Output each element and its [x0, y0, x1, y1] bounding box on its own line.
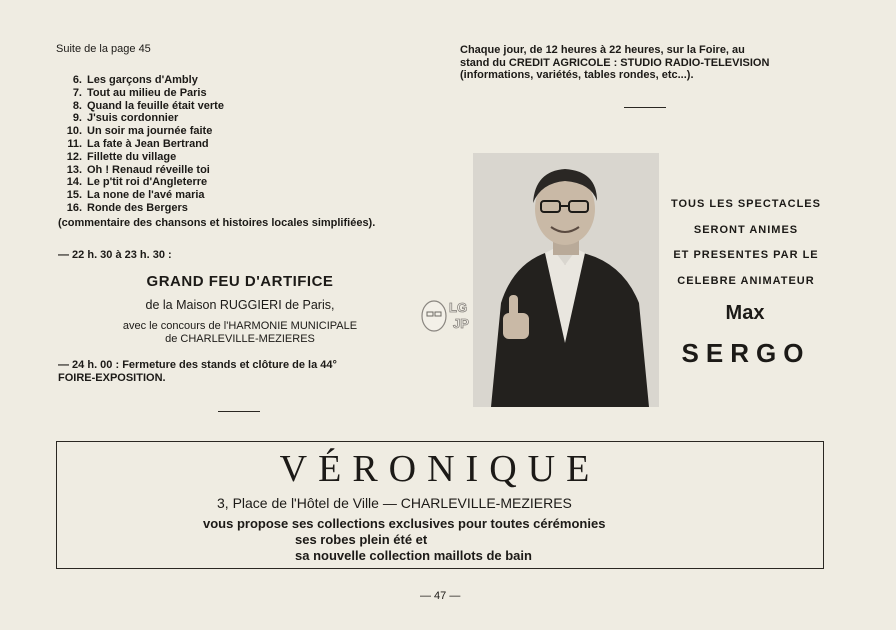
song-commentary: (commentaire des chansons et histoires locales simplifiées).: [58, 217, 376, 229]
song-title: Un soir ma journée faite: [87, 125, 213, 138]
fireworks-partner: [90, 320, 390, 346]
song-item: [58, 189, 224, 202]
song-title: Fillette du village: [87, 150, 177, 163]
song-title: Oh ! Renaud réveille toi: [87, 163, 210, 176]
host-portrait-illustration: [473, 153, 659, 407]
song-title: Quand la feuille était verte: [87, 99, 224, 112]
logo-text-top: LG: [449, 300, 468, 315]
advertisement-address: 3, Place de l'Hôtel de Ville — CHARLEVILLE-MEZIERES: [217, 495, 572, 511]
fireworks-provider: de la Maison RUGGIERI de Paris,: [145, 298, 335, 312]
song-number: 16.: [66, 201, 82, 214]
song-number: 14.: [66, 176, 82, 189]
song-number: 11.: [67, 137, 82, 150]
song-item: [58, 125, 224, 138]
left-divider: [218, 411, 260, 412]
song-number: 9.: [72, 112, 82, 125]
right-divider: [624, 107, 666, 108]
daily-line2: stand du CREDIT AGRICOLE : STUDIO RADIO-TELEVISION: [460, 56, 770, 69]
song-number: 6.: [72, 74, 82, 86]
song-title: Ronde des Bergers: [87, 201, 188, 214]
advertisement-line2: ses robes plein été et: [295, 532, 428, 547]
announce-line3: ET PRESENTES PAR LE: [673, 249, 819, 261]
song-number: 15.: [66, 189, 82, 202]
closing-line1: — 24 h. 00 : Fermeture des stands et clôture de la 44°: [58, 359, 337, 371]
song-item: [58, 138, 224, 151]
fireworks-time: — 22 h. 30 à 23 h. 30 :: [58, 249, 172, 261]
song-title: Tout au milieu de Paris: [87, 86, 207, 99]
daily-studio-note: [460, 44, 830, 82]
song-item: [58, 164, 224, 177]
song-title: La none de l'avé maria: [87, 189, 205, 202]
page-number: — 47 —: [420, 590, 461, 602]
fireworks-partner-line1: avec le concours de l'HARMONIE MUNICIPALE: [122, 320, 358, 332]
host-first-name: Max: [725, 302, 765, 324]
daily-line1: Chaque jour, de 12 heures à 22 heures, sur la Foire, au: [460, 44, 745, 56]
announce-line4: CELEBRE ANIMATEUR: [677, 274, 815, 287]
song-item: [58, 112, 224, 125]
watermark-logo-graphic: [419, 296, 477, 334]
song-item: [58, 87, 224, 100]
song-title: La fate à Jean Bertrand: [87, 137, 209, 150]
advertisement-line3: sa nouvelle collection maillots de bain: [295, 548, 532, 563]
song-item: [58, 176, 224, 189]
song-number: 12.: [66, 150, 82, 163]
closing-note: [58, 359, 428, 385]
song-number: 10.: [66, 125, 82, 138]
host-announcement: [661, 192, 831, 294]
song-title: J'suis cordonnier: [87, 112, 179, 125]
announce-line2: SERONT ANIMES: [693, 223, 799, 236]
page-continuation-note: Suite de la page 45: [56, 43, 151, 55]
advertisement-line1: vous propose ses collections exclusives pour toutes cérémonies: [203, 516, 606, 531]
host-last-name: SERGO: [681, 338, 811, 368]
advertisement-title: VÉRONIQUE: [279, 448, 601, 490]
song-item: [58, 100, 224, 113]
announce-line1: TOUS LES SPECTACLES: [670, 198, 821, 210]
song-title: Les garçons d'Ambly: [87, 74, 198, 86]
fireworks-partner-line2: de CHARLEVILLE-MEZIERES: [165, 333, 315, 345]
song-list: [58, 74, 224, 215]
song-item: [58, 202, 224, 215]
song-item: [58, 74, 224, 87]
song-number: 13.: [66, 163, 82, 176]
host-photo: [473, 153, 659, 407]
daily-line3: (informations, variétés, tables rondes, etc...).: [460, 69, 694, 82]
fireworks-title: GRAND FEU D'ARTIFICE: [146, 273, 334, 290]
song-number: 7.: [72, 86, 82, 99]
song-number: 8.: [72, 99, 82, 112]
logo-text-bottom: JP: [453, 316, 469, 331]
song-item: [58, 151, 224, 164]
watermark-logo: [419, 296, 477, 334]
song-title: Le p'tit roi d'Angleterre: [87, 176, 208, 189]
closing-line2: FOIRE-EXPOSITION.: [58, 372, 166, 384]
